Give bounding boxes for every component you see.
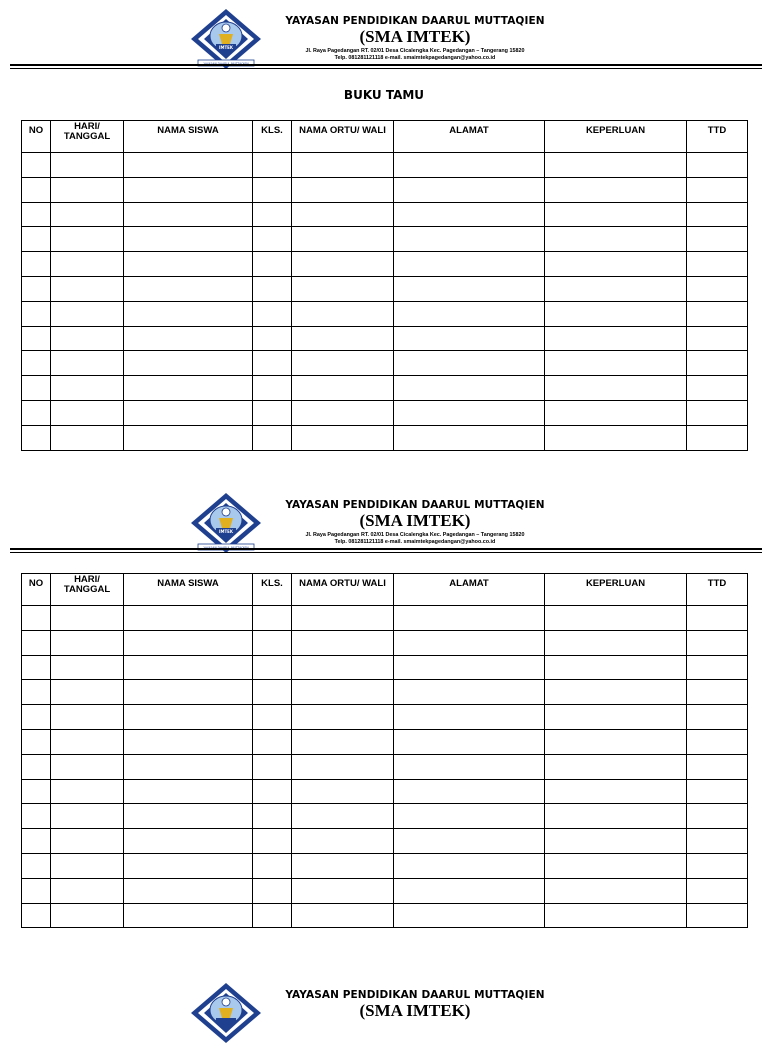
guest-table xyxy=(21,573,748,928)
table-cell xyxy=(22,376,51,401)
table-cell xyxy=(253,400,292,425)
table-cell xyxy=(124,729,253,754)
table-cell xyxy=(292,729,394,754)
table-cell xyxy=(253,227,292,252)
table-cell xyxy=(292,829,394,854)
table-cell xyxy=(22,276,51,301)
table-cell xyxy=(545,630,687,655)
table-cell xyxy=(687,276,748,301)
table-cell xyxy=(22,153,51,178)
table-row xyxy=(22,606,748,631)
table-cell xyxy=(394,779,545,804)
table-header-row xyxy=(22,574,748,606)
foundation-name: YAYASAN PENDIDIKAN DAARUL MUTTAQIEN xyxy=(285,15,545,27)
table-cell xyxy=(292,153,394,178)
table-cell xyxy=(22,301,51,326)
table-cell xyxy=(394,326,545,351)
table-cell xyxy=(51,177,124,202)
table-cell xyxy=(22,606,51,631)
table-cell xyxy=(124,351,253,376)
table-cell xyxy=(545,729,687,754)
table-cell xyxy=(51,680,124,705)
table-cell xyxy=(292,400,394,425)
table-cell xyxy=(394,804,545,829)
table-cell xyxy=(253,153,292,178)
table-cell xyxy=(124,227,253,252)
table-cell xyxy=(545,878,687,903)
table-cell xyxy=(292,655,394,680)
table-row xyxy=(22,252,748,277)
table-cell xyxy=(292,705,394,730)
table-cell xyxy=(22,754,51,779)
table-cell xyxy=(545,853,687,878)
table-cell xyxy=(124,202,253,227)
table-row xyxy=(22,425,748,450)
table-row xyxy=(22,301,748,326)
table-cell xyxy=(253,829,292,854)
table-cell xyxy=(545,153,687,178)
table-row xyxy=(22,903,748,928)
table-cell xyxy=(253,853,292,878)
table-cell xyxy=(687,227,748,252)
table-cell xyxy=(22,853,51,878)
header-parent-name: NAMA ORTU/ WALI xyxy=(292,121,394,153)
table-cell xyxy=(687,754,748,779)
table-cell xyxy=(253,630,292,655)
table-cell xyxy=(545,301,687,326)
table-cell xyxy=(545,376,687,401)
header-address: ALAMAT xyxy=(394,121,545,153)
table-cell xyxy=(22,878,51,903)
table-cell xyxy=(22,400,51,425)
table-cell xyxy=(394,829,545,854)
table-cell xyxy=(292,606,394,631)
table-cell xyxy=(51,202,124,227)
table-cell xyxy=(292,252,394,277)
table-cell xyxy=(687,680,748,705)
table-cell xyxy=(124,606,253,631)
table-cell xyxy=(253,202,292,227)
table-cell xyxy=(253,804,292,829)
header-purpose: KEPERLUAN xyxy=(545,121,687,153)
table-cell xyxy=(22,630,51,655)
table-cell xyxy=(545,680,687,705)
table-cell xyxy=(394,227,545,252)
table-cell xyxy=(124,153,253,178)
table-cell xyxy=(22,804,51,829)
table-cell xyxy=(292,276,394,301)
table-cell xyxy=(545,326,687,351)
letterhead-rule-thin xyxy=(10,68,762,69)
table-cell xyxy=(22,729,51,754)
table-cell xyxy=(253,754,292,779)
table-cell xyxy=(687,729,748,754)
table-cell xyxy=(51,630,124,655)
letterhead-rule xyxy=(10,548,762,550)
table-cell xyxy=(124,630,253,655)
table-cell xyxy=(545,705,687,730)
table-cell xyxy=(394,153,545,178)
school-name: (SMA IMTEK) xyxy=(359,27,471,46)
letterhead-rule-thin xyxy=(10,552,762,553)
table-cell xyxy=(394,853,545,878)
table-cell xyxy=(394,276,545,301)
table-cell xyxy=(545,779,687,804)
table-row xyxy=(22,754,748,779)
table-cell xyxy=(51,326,124,351)
letterhead-rule xyxy=(10,64,762,66)
table-cell xyxy=(51,804,124,829)
table-cell xyxy=(394,351,545,376)
table-cell xyxy=(687,326,748,351)
table-cell xyxy=(253,276,292,301)
table-cell xyxy=(545,400,687,425)
table-cell xyxy=(292,630,394,655)
table-cell xyxy=(51,400,124,425)
letterhead xyxy=(0,490,768,554)
table-cell xyxy=(22,655,51,680)
table-cell xyxy=(51,276,124,301)
table-cell xyxy=(51,878,124,903)
school-name: (SMA IMTEK) xyxy=(359,511,471,530)
table-cell xyxy=(22,705,51,730)
table-cell xyxy=(545,252,687,277)
table-cell xyxy=(292,376,394,401)
table-cell xyxy=(253,878,292,903)
table-cell xyxy=(253,425,292,450)
table-row xyxy=(22,227,748,252)
table-row xyxy=(22,177,748,202)
table-cell xyxy=(687,202,748,227)
table-cell xyxy=(124,829,253,854)
table-cell xyxy=(124,804,253,829)
table-cell xyxy=(545,351,687,376)
table-cell xyxy=(51,705,124,730)
table-cell xyxy=(687,351,748,376)
table-cell xyxy=(292,853,394,878)
table-cell xyxy=(687,153,748,178)
table-cell xyxy=(292,326,394,351)
table-cell xyxy=(292,351,394,376)
table-cell xyxy=(292,425,394,450)
table-cell xyxy=(687,853,748,878)
table-header-row xyxy=(22,121,748,153)
table-cell xyxy=(545,829,687,854)
table-row xyxy=(22,655,748,680)
table-cell xyxy=(51,153,124,178)
table-cell xyxy=(292,903,394,928)
table-row xyxy=(22,878,748,903)
table-cell xyxy=(253,252,292,277)
table-cell xyxy=(394,729,545,754)
header-class: KLS. xyxy=(253,121,292,153)
header-parent-name: NAMA ORTU/ WALI xyxy=(292,574,394,606)
table-cell xyxy=(687,779,748,804)
table-row xyxy=(22,829,748,854)
table-cell xyxy=(22,680,51,705)
table-cell xyxy=(394,680,545,705)
school-name: (SMA IMTEK) xyxy=(359,1001,471,1020)
table-cell xyxy=(124,705,253,730)
table-row xyxy=(22,804,748,829)
table-cell xyxy=(687,425,748,450)
table-cell xyxy=(124,754,253,779)
table-cell xyxy=(51,252,124,277)
table-cell xyxy=(394,202,545,227)
table-cell xyxy=(124,779,253,804)
guest-table xyxy=(21,120,748,451)
table-cell xyxy=(51,351,124,376)
table-cell xyxy=(253,376,292,401)
header-address: ALAMAT xyxy=(394,574,545,606)
table-row xyxy=(22,276,748,301)
table-cell xyxy=(124,177,253,202)
table-cell xyxy=(687,606,748,631)
header-signature: TTD xyxy=(687,121,748,153)
table-cell xyxy=(292,680,394,705)
header-student-name: NAMA SISWA xyxy=(124,574,253,606)
school-contact: Telp. 081281121118 e-mail. smaimtekpagedangan@yahoo.co.id xyxy=(334,539,496,545)
table-cell xyxy=(124,903,253,928)
table-cell xyxy=(687,376,748,401)
table-cell xyxy=(22,779,51,804)
table-cell xyxy=(394,177,545,202)
table-cell xyxy=(124,326,253,351)
table-cell xyxy=(253,606,292,631)
table-cell xyxy=(22,829,51,854)
table-cell xyxy=(394,754,545,779)
table-cell xyxy=(253,903,292,928)
table-row xyxy=(22,400,748,425)
table-cell xyxy=(545,177,687,202)
table-cell xyxy=(124,301,253,326)
table-cell xyxy=(394,252,545,277)
table-cell xyxy=(545,655,687,680)
school-address: Jl. Raya Pagedangan RT. 02/01 Desa Cicalengka Kec. Pagedangan – Tangerang 15820 xyxy=(305,532,525,538)
table-cell xyxy=(687,705,748,730)
foundation-name: YAYASAN PENDIDIKAN DAARUL MUTTAQIEN xyxy=(285,989,545,1001)
table-cell xyxy=(687,903,748,928)
table-row xyxy=(22,779,748,804)
letterhead xyxy=(0,6,768,70)
table-cell xyxy=(51,779,124,804)
table-cell xyxy=(51,754,124,779)
table-row xyxy=(22,680,748,705)
table-cell xyxy=(545,276,687,301)
table-row xyxy=(22,853,748,878)
letterhead xyxy=(0,980,768,1044)
table-cell xyxy=(687,301,748,326)
table-cell xyxy=(687,655,748,680)
table-cell xyxy=(687,804,748,829)
table-cell xyxy=(687,177,748,202)
table-cell xyxy=(545,227,687,252)
table-cell xyxy=(253,779,292,804)
table-cell xyxy=(545,903,687,928)
table-row xyxy=(22,326,748,351)
table-cell xyxy=(292,804,394,829)
header-class: KLS. xyxy=(253,574,292,606)
table-cell xyxy=(253,351,292,376)
table-cell xyxy=(394,705,545,730)
header-no: NO xyxy=(22,574,51,606)
table-cell xyxy=(22,425,51,450)
table-cell xyxy=(51,829,124,854)
table-cell xyxy=(687,400,748,425)
table-cell xyxy=(292,301,394,326)
table-cell xyxy=(394,630,545,655)
table-cell xyxy=(51,853,124,878)
table-cell xyxy=(687,630,748,655)
table-cell xyxy=(124,376,253,401)
svg-text:IMTEK: IMTEK xyxy=(218,529,234,534)
table-cell xyxy=(51,376,124,401)
table-cell xyxy=(51,606,124,631)
table-cell xyxy=(124,853,253,878)
table-row xyxy=(22,705,748,730)
table-cell xyxy=(51,903,124,928)
table-cell xyxy=(253,301,292,326)
table-cell xyxy=(22,227,51,252)
table-cell xyxy=(292,202,394,227)
header-student-name: NAMA SISWA xyxy=(124,121,253,153)
foundation-name: YAYASAN PENDIDIKAN DAARUL MUTTAQIEN xyxy=(285,499,545,511)
table-cell xyxy=(124,252,253,277)
table-row xyxy=(22,153,748,178)
table-cell xyxy=(124,276,253,301)
table-cell xyxy=(51,227,124,252)
table-cell xyxy=(545,754,687,779)
table-cell xyxy=(687,252,748,277)
header-date: HARI/ TANGGAL xyxy=(51,121,124,153)
table-cell xyxy=(292,878,394,903)
table-cell xyxy=(22,177,51,202)
table-cell xyxy=(545,804,687,829)
table-cell xyxy=(687,878,748,903)
table-cell xyxy=(253,729,292,754)
document-title: BUKU TAMU xyxy=(343,88,425,102)
table-cell xyxy=(51,301,124,326)
table-cell xyxy=(124,425,253,450)
table-cell xyxy=(253,655,292,680)
table-row xyxy=(22,202,748,227)
school-contact: Telp. 081281121118 e-mail. smaimtekpagedangan@yahoo.co.id xyxy=(334,55,496,61)
table-cell xyxy=(253,680,292,705)
table-cell xyxy=(545,202,687,227)
table-cell xyxy=(51,655,124,680)
table-cell xyxy=(292,754,394,779)
table-cell xyxy=(394,655,545,680)
table-cell xyxy=(292,177,394,202)
table-cell xyxy=(545,425,687,450)
table-cell xyxy=(51,425,124,450)
table-cell xyxy=(124,400,253,425)
table-cell xyxy=(124,878,253,903)
header-purpose: KEPERLUAN xyxy=(545,574,687,606)
table-cell xyxy=(22,252,51,277)
svg-text:IMTEK: IMTEK xyxy=(218,45,234,50)
table-cell xyxy=(22,903,51,928)
header-signature: TTD xyxy=(687,574,748,606)
table-cell xyxy=(253,705,292,730)
table-row xyxy=(22,376,748,401)
table-cell xyxy=(292,227,394,252)
table-cell xyxy=(292,779,394,804)
table-cell xyxy=(253,177,292,202)
table-cell xyxy=(394,425,545,450)
table-cell xyxy=(394,903,545,928)
school-address: Jl. Raya Pagedangan RT. 02/01 Desa Cicalengka Kec. Pagedangan – Tangerang 15820 xyxy=(305,48,525,54)
table-row xyxy=(22,630,748,655)
table-cell xyxy=(687,829,748,854)
table-row xyxy=(22,351,748,376)
table-cell xyxy=(394,878,545,903)
table-cell xyxy=(124,655,253,680)
table-cell xyxy=(22,326,51,351)
table-cell xyxy=(394,606,545,631)
table-cell xyxy=(545,606,687,631)
table-cell xyxy=(253,326,292,351)
table-cell xyxy=(22,202,51,227)
table-cell xyxy=(394,376,545,401)
header-no: NO xyxy=(22,121,51,153)
header-date: HARI/ TANGGAL xyxy=(51,574,124,606)
table-cell xyxy=(394,301,545,326)
table-cell xyxy=(124,680,253,705)
table-row xyxy=(22,729,748,754)
table-cell xyxy=(394,400,545,425)
table-cell xyxy=(51,729,124,754)
table-cell xyxy=(22,351,51,376)
